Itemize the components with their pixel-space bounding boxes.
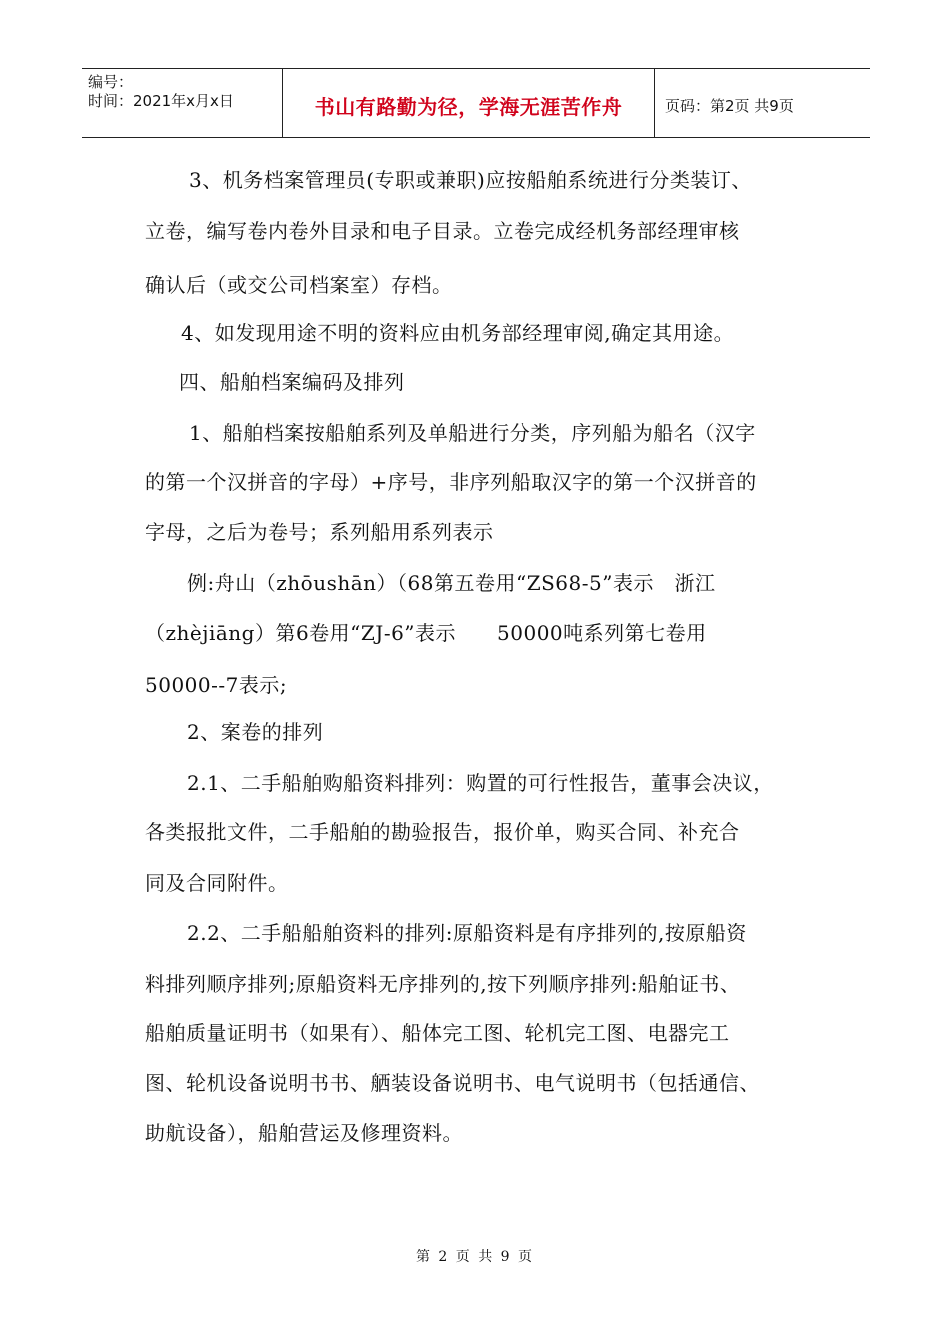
section-heading: 四、船舶档案编码及排列: [179, 370, 405, 394]
header-motto: 书山有路勤为径，学海无涯苦作舟: [283, 69, 655, 137]
paragraph-line: 料排列顺序排列;原船资料无序排列的,按下列顺序排列:船舶证书、: [145, 972, 741, 996]
paragraph-line: 同及合同附件。: [145, 871, 289, 895]
header-meta: [82, 69, 283, 137]
paragraph-line: 字母，之后为卷号；系列船用系列表示: [145, 520, 494, 544]
paragraph-line: 各类报批文件，二手船舶的勘验报告，报价单，购买合同、补充合: [145, 820, 740, 844]
paragraph-line: 2.2、二手船船舶资料的排列:原船资料是有序排列的,按原船资: [187, 921, 747, 945]
paragraph-line: 50000--7表示;: [145, 673, 288, 697]
doc-number-label: 编号：: [88, 73, 134, 91]
paragraph-line: 立卷，编写卷内卷外目录和电子目录。立卷完成经机务部经理审核: [145, 219, 740, 243]
doc-time-label: 时间：2021年x月x日: [88, 92, 234, 110]
paragraph-line: 确认后（或交公司档案室）存档。: [145, 273, 453, 297]
paragraph-line: 船舶质量证明书（如果有）、船体完工图、轮机完工图、电器完工: [145, 1021, 730, 1045]
paragraph-line: 助航设备），船舶营运及修理资料。: [145, 1121, 463, 1145]
page-header: [82, 68, 870, 138]
paragraph-line: 图、轮机设备说明书书、舾装设备说明书、电气说明书（包括通信、: [145, 1071, 760, 1095]
page-footer: 第 2 页 共 9 页: [415, 1249, 535, 1265]
paragraph-line: 的第一个汉拼音的字母）+序号，非序列船取汉字的第一个汉拼音的: [145, 470, 757, 494]
paragraph-line: 3、机务档案管理员(专职或兼职)应按船舶系统进行分类装订、: [189, 168, 752, 192]
header-page-info: 页码：第2页 共9页: [665, 96, 794, 115]
paragraph-line: 1、船舶档案按船舶系列及单船进行分类，序列船为船名（汉字: [189, 421, 756, 445]
paragraph-line: 4、如发现用途不明的资料应由机务部经理审阅,确定其用途。: [181, 321, 735, 345]
paragraph-line: （zhèjiāng）第6卷用“ZJ-6”表示 50000吨系列第七卷用: [145, 621, 707, 645]
paragraph-line: 2.1、二手船舶购船资料排列：购置的可行性报告，董事会决议，: [187, 771, 774, 795]
paragraph-line: 2、案卷的排列: [187, 720, 324, 744]
paragraph-line: 例:舟山（zhōushān）（68第五卷用“ZS68-5”表示 浙江: [187, 571, 716, 595]
